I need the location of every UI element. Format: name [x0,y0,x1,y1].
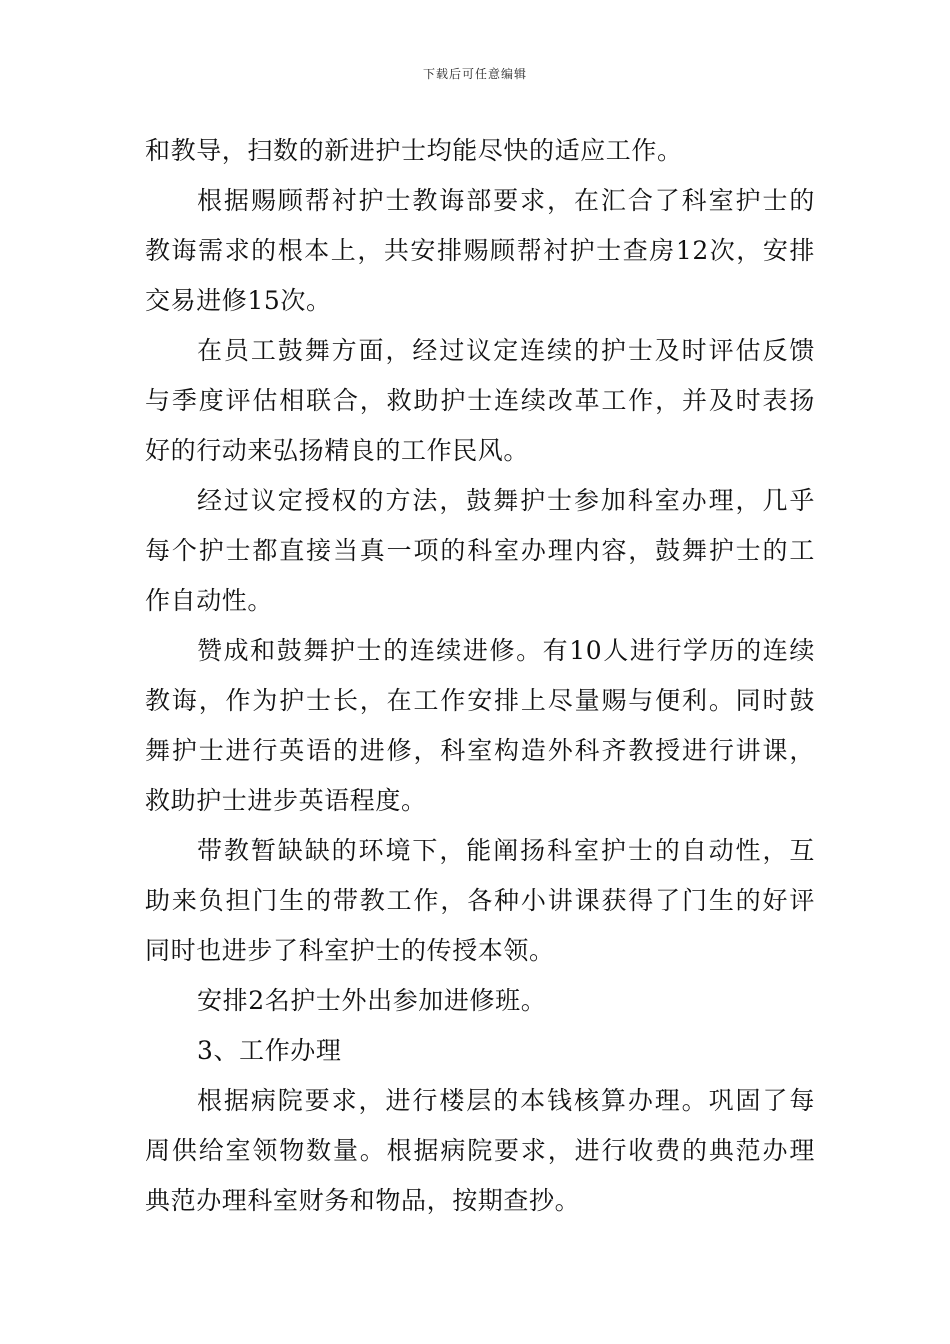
text-line: 每个护士都直接当真一项的科室办理内容，鼓舞护士的工 [145,536,815,565]
text-line: 救助护士进步英语程度。 [145,786,427,815]
text-line: 赞成和鼓舞护士的连续进修。有10人进行学历的连续 [197,636,815,665]
text-line: 带教暂缺缺的环境下，能阐扬科室护士的自动性，互 [197,836,815,865]
text-line: 教诲需求的根本上，共安排赐顾帮衬护士查房12次，安排 [145,236,815,265]
text-line: 好的行动来弘扬精良的工作民风。 [145,436,530,465]
document-body [145,126,815,1226]
text-line: 助来负担门生的带教工作，各种小讲课获得了门生的好评 [145,886,815,915]
text-line: 作自动性。 [145,586,274,615]
text-line: 典范办理科室财务和物品，按期查抄。 [145,1186,581,1215]
text-line: 在员工鼓舞方面，经过议定连续的护士及时评估反馈 [197,336,815,365]
text-line: 教诲，作为护士长，在工作安排上尽量赐与便利。同时鼓 [145,686,815,715]
text-line: 安排2名护士外出参加进修班。 [197,986,547,1015]
page-header: 下载后可任意编辑 [422,67,527,81]
text-line: 周供给室领物数量。根据病院要求，进行收费的典范办理 [145,1136,815,1165]
text-line: 经过议定授权的方法，鼓舞护士参加科室办理，几乎 [197,486,815,515]
text-line: 舞护士进行英语的进修，科室构造外科齐教授进行讲课， [145,736,815,765]
text-line: 与季度评估相联合，救助护士连续改革工作，并及时表扬 [145,386,815,415]
section-heading: 3、工作办理 [197,1036,342,1065]
text-line: 根据病院要求，进行楼层的本钱核算办理。巩固了每 [197,1086,815,1115]
text-line: 交易进修15次。 [145,286,332,315]
text-line: 同时也进步了科室护士的传授本领。 [145,936,555,965]
text-line: 根据赐顾帮衬护士教诲部要求，在汇合了科室护士的 [197,186,815,215]
text-line: 和教导，扫数的新进护士均能尽快的适应工作。 [145,136,683,165]
